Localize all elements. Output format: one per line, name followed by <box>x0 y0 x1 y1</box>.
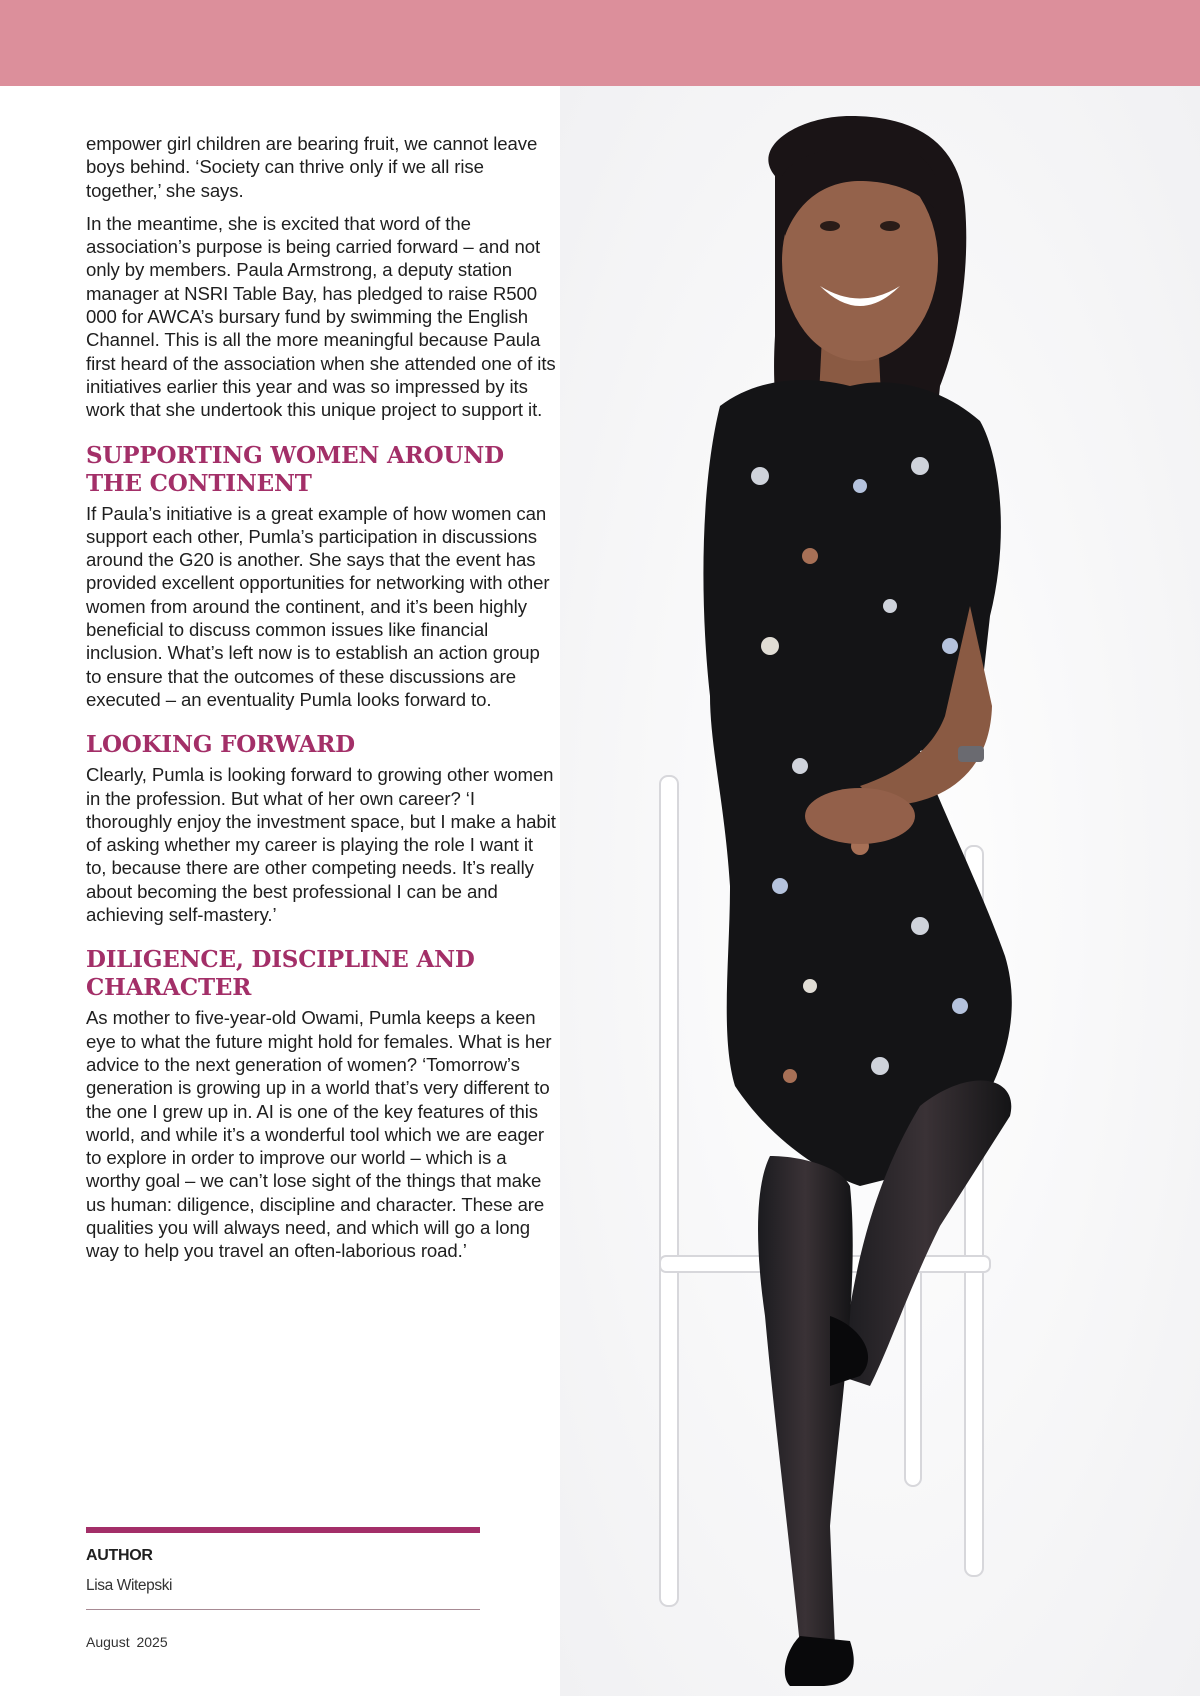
shoe-front <box>785 1636 854 1686</box>
author-name: Lisa Witepski <box>86 1577 173 1594</box>
article-paragraph: empower girl children are bearing fruit, we cannot leave boys behind. ‘Society can thrive only if we all rise together,’ she says. <box>86 133 538 201</box>
portrait-photo <box>560 86 1200 1696</box>
section-paragraph: As mother to five-year-old Owami, Pumla keeps a keen eye to what the future might hold for females. What is her advice to the next generation of women? ‘Tomorrow’s generation is growing up in a world that’s very different to the one I grew up in. AI is one of the key features of this world, and while it’s a wonderful tool which we are eager to explore in order to improve our world – which is a worthy goal – we can’t lose sight of the things that make us human: diligence, discipline and character. These are qualities you will always need, and which will go a long way to help you travel an often-laborious road.’ <box>86 1007 552 1262</box>
article-paragraph: In the meantime, she is excited that word of the association’s purpose is being carried forward – and not only by members. Paula Armstrong, a deputy station manager at NSRI Table Bay, has pledged to raise R500 000 for AWCA’s bursary fund by swimming the English Channel. This is all the more meaningful because Paula first heard of the association when she attended one of its initiatives earlier this year and was so impressed by its work that she undertook this unique project to support it. <box>86 212 556 421</box>
section-heading: LOOKING FORWARD <box>86 731 355 759</box>
author-divider <box>86 1527 480 1533</box>
top-color-band <box>0 0 1200 86</box>
issue-date: August 2025 <box>86 1634 168 1650</box>
section-paragraph: If Paula’s initiative is a great example of how women can support each other, Pumla’s participation in discussions around the G20 is another. She says that the event has provided excellent opportunities for networking with other women from around the continent, and it’s been highly beneficial to discuss common issues like financial inclusion. What’s left now is to establish an action group to ensure that the outcomes of these discussions are executed – an eventuality Pumla looks forward to. <box>86 502 550 710</box>
article-body <box>86 132 556 1273</box>
hands <box>805 788 915 844</box>
section-heading: SUPPORTING WOMEN AROUND THE CONTINENT <box>86 441 504 497</box>
section-heading: DILIGENCE, DISCIPLINE AND CHARACTER <box>86 946 475 1002</box>
watch <box>958 746 984 762</box>
section-paragraph: Clearly, Pumla is looking forward to growing other women in the profession. But what of her own career? ‘I thoroughly enjoy the investment space, but I make a habit of asking whether my career is playing the role I want it to, because there are other competing needs. It’s really about becoming the best professional I can be and achieving self-mastery.’ <box>86 764 556 926</box>
author-bottom-divider <box>86 1609 480 1610</box>
author-label: AUTHOR <box>86 1547 153 1564</box>
